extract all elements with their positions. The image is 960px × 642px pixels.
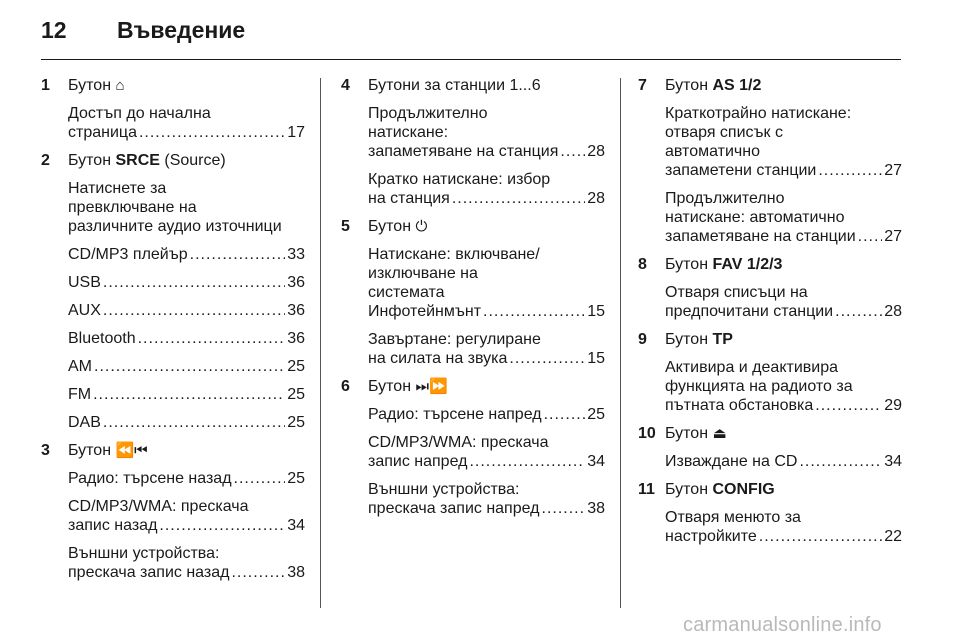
watermark: carmanualsonline.info bbox=[683, 614, 882, 636]
heading-text: Бутон bbox=[368, 378, 416, 395]
button-name: CONFIG bbox=[712, 481, 775, 498]
toc-line bbox=[368, 189, 605, 208]
line-text: на станция bbox=[368, 190, 450, 207]
toc-line bbox=[68, 273, 305, 292]
toc-line bbox=[68, 469, 305, 488]
index-entry bbox=[41, 441, 305, 582]
page-ref: 33 bbox=[287, 246, 305, 263]
entry-paragraph bbox=[68, 273, 305, 292]
entry-heading bbox=[368, 377, 605, 396]
entry-paragraph bbox=[68, 301, 305, 320]
entry-heading bbox=[665, 480, 902, 499]
seek-forward-icon: ⏭⏩ bbox=[415, 378, 448, 395]
page-ref: 34 bbox=[287, 517, 305, 534]
heading-text: Бутон bbox=[665, 256, 713, 273]
button-name: TP bbox=[712, 331, 733, 348]
dot-leader bbox=[815, 396, 882, 415]
page-ref: 28 bbox=[587, 190, 605, 207]
line-text: изключване на bbox=[368, 265, 478, 282]
line-text: запаметяване на станции bbox=[665, 228, 856, 245]
toc-line bbox=[368, 302, 605, 321]
line-text: пътната обстановка bbox=[665, 397, 814, 414]
line-text: AUX bbox=[68, 302, 101, 319]
entry-paragraph bbox=[665, 508, 902, 546]
seek-back-icon: ⏪⏮ bbox=[115, 442, 148, 459]
entry-heading bbox=[665, 424, 902, 443]
page-ref: 22 bbox=[884, 528, 902, 545]
heading-text: Бутон bbox=[665, 425, 713, 442]
line-text: системата bbox=[368, 284, 445, 301]
entry-number: 9 bbox=[638, 331, 647, 348]
page-ref: 15 bbox=[587, 350, 605, 367]
button-name: FAV 1/2/3 bbox=[712, 256, 783, 273]
index-entry bbox=[638, 424, 902, 471]
toc-line bbox=[665, 161, 902, 180]
page-ref: 25 bbox=[287, 414, 305, 431]
entry-heading bbox=[68, 76, 305, 95]
entry-number: 2 bbox=[41, 152, 50, 169]
toc-line bbox=[68, 301, 305, 320]
entry-heading bbox=[368, 76, 605, 95]
column-1 bbox=[41, 76, 305, 591]
dot-leader bbox=[452, 189, 585, 208]
index-entry bbox=[638, 330, 902, 415]
line-text: запаметяване на станция bbox=[368, 143, 559, 160]
entry-number: 6 bbox=[341, 378, 350, 395]
heading-text: Бутон bbox=[368, 218, 416, 235]
index-entry bbox=[341, 377, 605, 518]
dot-leader bbox=[94, 357, 285, 376]
button-name: AS 1/2 bbox=[712, 77, 762, 94]
toc-line bbox=[68, 563, 305, 582]
toc-line bbox=[368, 499, 605, 518]
toc-line bbox=[665, 302, 902, 321]
entry-number: 11 bbox=[638, 481, 655, 498]
heading-text: Бутони за станции 1...6 bbox=[368, 77, 541, 94]
page-ref: 38 bbox=[287, 564, 305, 581]
line-text: CD/MP3/WMA: прескача bbox=[68, 498, 249, 515]
entry-paragraph bbox=[368, 480, 605, 518]
page-ref: 25 bbox=[587, 406, 605, 423]
entry-paragraph bbox=[665, 189, 902, 246]
dot-leader bbox=[231, 563, 285, 582]
entry-paragraph bbox=[368, 170, 605, 208]
line-text: Активира и деактивира bbox=[665, 359, 838, 376]
page-ref: 36 bbox=[287, 302, 305, 319]
dot-leader bbox=[138, 329, 286, 348]
entry-number: 4 bbox=[341, 77, 350, 94]
entry-paragraph bbox=[368, 433, 605, 471]
page-ref: 17 bbox=[287, 124, 305, 141]
entry-paragraph bbox=[368, 330, 605, 368]
line-text: на силата на звука bbox=[368, 350, 508, 367]
dot-leader bbox=[483, 302, 585, 321]
page-ref: 34 bbox=[884, 453, 902, 470]
entry-paragraph bbox=[665, 358, 902, 415]
dot-leader bbox=[234, 469, 286, 488]
toc-line bbox=[665, 452, 902, 471]
line-text: AM bbox=[68, 358, 92, 375]
column-2 bbox=[341, 76, 605, 527]
entry-paragraph bbox=[68, 385, 305, 404]
dot-leader bbox=[542, 499, 586, 518]
line-text: FM bbox=[68, 386, 92, 403]
home-icon: ⌂ bbox=[115, 77, 125, 94]
toc-line bbox=[68, 516, 305, 535]
header-rule bbox=[41, 59, 901, 60]
toc-line bbox=[68, 245, 305, 264]
entry-heading bbox=[68, 151, 305, 170]
entry-heading bbox=[665, 330, 902, 349]
line-text: прескача запис напред bbox=[368, 500, 540, 517]
page-ref: 27 bbox=[884, 162, 902, 179]
page-ref: 15 bbox=[587, 303, 605, 320]
dot-leader bbox=[560, 142, 585, 161]
page-ref: 34 bbox=[587, 453, 605, 470]
page-ref: 29 bbox=[884, 397, 902, 414]
line-text: Отваря менюто за bbox=[665, 509, 801, 526]
line-text: отваря списък с bbox=[665, 124, 783, 141]
dot-leader bbox=[93, 385, 285, 404]
dot-leader bbox=[509, 349, 585, 368]
toc-line bbox=[68, 385, 305, 404]
page-ref: 36 bbox=[287, 330, 305, 347]
toc-line bbox=[665, 396, 902, 415]
toc-line bbox=[368, 452, 605, 471]
line-text: автоматично bbox=[665, 143, 760, 160]
entry-number: 8 bbox=[638, 256, 647, 273]
dot-leader bbox=[469, 452, 585, 471]
toc-line bbox=[368, 405, 605, 424]
line-text: превключване на bbox=[68, 199, 197, 216]
toc-line bbox=[68, 123, 305, 142]
heading-text: Бутон bbox=[68, 77, 116, 94]
line-text: функцията на радиото за bbox=[665, 378, 853, 395]
line-text: DAB bbox=[68, 414, 101, 431]
dot-leader bbox=[190, 245, 286, 264]
column-divider bbox=[320, 78, 321, 608]
line-text: Радио: търсене напред bbox=[368, 406, 542, 423]
entry-paragraph bbox=[68, 357, 305, 376]
page-ref: 25 bbox=[287, 470, 305, 487]
toc-line bbox=[68, 413, 305, 432]
entry-heading bbox=[68, 441, 305, 460]
index-entry bbox=[638, 255, 902, 321]
entry-paragraph bbox=[368, 104, 605, 161]
toc-line bbox=[68, 329, 305, 348]
dot-leader bbox=[139, 123, 285, 142]
toc-line bbox=[368, 142, 605, 161]
line-text: Външни устройства: bbox=[368, 481, 520, 498]
line-text: натискане: bbox=[368, 124, 449, 141]
line-text: CD/MP3/WMA: прескача bbox=[368, 434, 549, 451]
toc-line bbox=[368, 349, 605, 368]
line-text: Външни устройства: bbox=[68, 545, 220, 562]
entry-number: 7 bbox=[638, 77, 647, 94]
heading-text: Бутон bbox=[68, 442, 116, 459]
index-entry bbox=[341, 217, 605, 368]
line-text: Изваждане на CD bbox=[665, 453, 798, 470]
page-number: 12 bbox=[41, 17, 67, 43]
line-text: Кратко натискане: избор bbox=[368, 171, 551, 188]
entry-paragraph bbox=[665, 104, 902, 180]
line-text: запис напред bbox=[368, 453, 468, 470]
line-text: Краткотрайно натискане: bbox=[665, 105, 852, 122]
line-text: предпочитани станции bbox=[665, 303, 834, 320]
entry-number: 3 bbox=[41, 442, 50, 459]
line-text: Достъп до начална bbox=[68, 105, 211, 122]
entry-paragraph bbox=[368, 405, 605, 424]
column-3 bbox=[638, 76, 902, 555]
line-text: Завъртане: регулиране bbox=[368, 331, 541, 348]
entry-number: 1 bbox=[41, 77, 50, 94]
dot-leader bbox=[858, 227, 883, 246]
line-text: прескача запис назад bbox=[68, 564, 230, 581]
entry-paragraph bbox=[68, 179, 305, 236]
dot-leader bbox=[818, 161, 882, 180]
line-text: страница bbox=[68, 124, 137, 141]
entry-paragraph bbox=[68, 413, 305, 432]
line-text: Отваря списъци на bbox=[665, 284, 808, 301]
entry-paragraph bbox=[68, 497, 305, 535]
entry-paragraph bbox=[368, 245, 605, 321]
power-icon: ⏻ bbox=[415, 218, 428, 235]
page-ref: 28 bbox=[884, 303, 902, 320]
line-text: запис назад bbox=[68, 517, 158, 534]
line-text: USB bbox=[68, 274, 101, 291]
page-ref: 36 bbox=[287, 274, 305, 291]
index-entry bbox=[341, 76, 605, 208]
line-text: CD/MP3 плейър bbox=[68, 246, 188, 263]
heading-text: Бутон bbox=[665, 331, 713, 348]
page-ref: 38 bbox=[587, 500, 605, 517]
page-ref: 25 bbox=[287, 358, 305, 375]
entry-paragraph bbox=[68, 104, 305, 142]
toc-line bbox=[665, 527, 902, 546]
dot-leader bbox=[103, 273, 285, 292]
entry-paragraph bbox=[68, 245, 305, 264]
line-text: Натиснете за bbox=[68, 180, 167, 197]
entry-heading bbox=[665, 76, 902, 95]
line-text: Натискане: включване/ bbox=[368, 246, 540, 263]
entry-heading bbox=[368, 217, 605, 236]
button-name: SRCE bbox=[115, 152, 160, 169]
heading-suffix: (Source) bbox=[159, 152, 226, 169]
page-ref: 25 bbox=[287, 386, 305, 403]
dot-leader bbox=[759, 527, 882, 546]
line-text: Инфотейнмънт bbox=[368, 303, 482, 320]
line-text: настройките bbox=[665, 528, 757, 545]
column-divider bbox=[620, 78, 621, 608]
line-text: Продължително bbox=[665, 190, 785, 207]
heading-text: Бутон bbox=[665, 481, 713, 498]
entry-number: 10 bbox=[638, 425, 656, 442]
dot-leader bbox=[835, 302, 882, 321]
entry-paragraph bbox=[68, 544, 305, 582]
entry-heading bbox=[665, 255, 902, 274]
index-entry bbox=[638, 480, 902, 546]
line-text: Продължително bbox=[368, 105, 488, 122]
index-entry bbox=[41, 76, 305, 142]
line-text: запаметени станции bbox=[665, 162, 817, 179]
toc-line bbox=[665, 227, 902, 246]
entry-paragraph bbox=[665, 452, 902, 471]
line-text: натискане: автоматично bbox=[665, 209, 845, 226]
entry-paragraph bbox=[68, 469, 305, 488]
toc-line bbox=[68, 357, 305, 376]
entry-paragraph bbox=[68, 329, 305, 348]
entry-paragraph bbox=[665, 283, 902, 321]
dot-leader bbox=[103, 301, 285, 320]
line-text: Bluetooth bbox=[68, 330, 136, 347]
dot-leader bbox=[799, 452, 882, 471]
line-text: Радио: търсене назад bbox=[68, 470, 232, 487]
line-text: различните аудио източници bbox=[68, 218, 282, 235]
dot-leader bbox=[544, 405, 586, 424]
page-ref: 27 bbox=[884, 228, 902, 245]
eject-icon: ⏏ bbox=[712, 425, 727, 442]
heading-text: Бутон bbox=[68, 152, 116, 169]
index-entry bbox=[41, 151, 305, 432]
heading-text: Бутон bbox=[665, 77, 713, 94]
dot-leader bbox=[159, 516, 285, 535]
chapter-title: Въведение bbox=[117, 17, 246, 43]
entry-number: 5 bbox=[341, 218, 350, 235]
dot-leader bbox=[103, 413, 285, 432]
page-ref: 28 bbox=[587, 143, 605, 160]
index-entry bbox=[638, 76, 902, 246]
